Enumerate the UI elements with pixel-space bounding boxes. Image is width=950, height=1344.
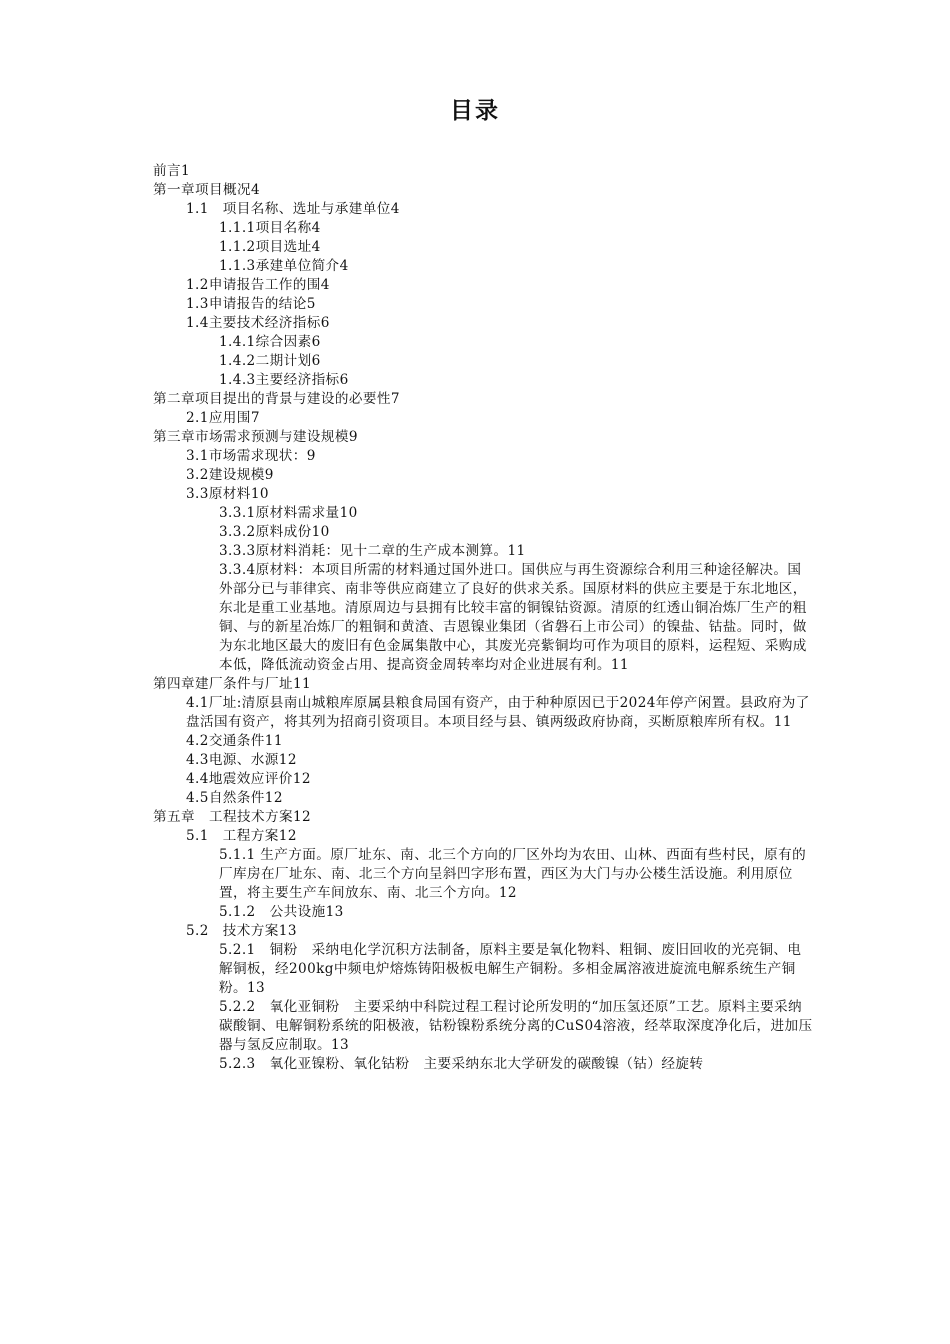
toc-entry-page-number: 13 (325, 904, 344, 920)
toc-entry-text: 4.1厂址:清原县南山城粮库原属县粮食局国有资产，由于种种原因已于2024年停产闲置。县政府为了盘活国有资产，将其列为招商引资项目。本项目经与县、镇两级政府协商，买断原粮库所有权。 (186, 695, 810, 730)
toc-entry-page-number: 10 (250, 486, 269, 502)
toc-entry-text: 3.3.2原料成份 (219, 524, 312, 540)
toc-entry-text: 1.1 项目名称、选址与承建单位 (186, 201, 391, 217)
table-of-contents (153, 162, 813, 1074)
toc-entry-text: 4.2交通条件 (186, 733, 265, 749)
toc-entry-page-number: 6 (311, 334, 321, 350)
toc-entry-text: 3.2建设规模 (186, 467, 265, 483)
toc-entry[interactable] (186, 770, 813, 789)
toc-entry[interactable] (153, 675, 813, 694)
toc-entry-text: 4.3电源、水源 (186, 752, 279, 768)
toc-entry-page-number: 11 (507, 543, 526, 559)
toc-entry-page-number: 12 (292, 771, 311, 787)
toc-entry-text: 4.5自然条件 (186, 790, 265, 806)
toc-entry-page-number: 11 (264, 733, 283, 749)
toc-title: 目录 (450, 98, 500, 124)
toc-entry-page-number: 13 (247, 980, 266, 996)
toc-entry-text: 2.1应用围 (186, 410, 251, 426)
toc-entry-page-number: 4 (390, 201, 400, 217)
toc-entry-text: 3.3.1原材料需求量 (219, 505, 340, 521)
toc-entry[interactable] (186, 485, 813, 504)
toc-entry-page-number: 4 (311, 239, 321, 255)
toc-entry[interactable] (186, 200, 813, 219)
toc-entry-page-number: 10 (311, 524, 330, 540)
toc-entry-page-number: 12 (292, 809, 312, 825)
toc-entry-page-number: 6 (320, 315, 330, 331)
toc-entry-page-number: 12 (264, 790, 283, 806)
toc-entry-text: 5.1 工程方案 (186, 828, 279, 844)
toc-entry[interactable] (219, 333, 813, 352)
toc-entry-text: 3.1市场需求现状： (186, 448, 307, 464)
toc-entry-page-number: 12 (498, 885, 517, 901)
toc-entry-page-number: 11 (292, 676, 312, 692)
toc-entry-text: 5.2.2 氧化亚铜粉 主要采纳中科院过程工程讨论所发明的“加压氢还原”工艺。原料主要采纳碳酸铜、电解铜粉系统的阳极液，钴粉镍粉系统分离的CuS04溶液，经萃取深度净化后，进加压器与氢反应制取。 (219, 999, 813, 1053)
toc-entry[interactable] (219, 998, 813, 1055)
toc-entry-text: 5.2 技术方案 (186, 923, 279, 939)
toc-entry-text: 5.2.3 氧化亚镍粉、氧化钴粉 主要采纳东北大学研发的碳酸镍（钴）经旋转 (219, 1056, 704, 1072)
toc-entry-page-number: 11 (773, 714, 792, 730)
toc-entry[interactable] (219, 561, 813, 675)
toc-entry[interactable] (219, 219, 813, 238)
toc-entry[interactable] (153, 428, 813, 447)
toc-entry[interactable] (153, 181, 813, 200)
toc-entry-page-number: 4 (311, 220, 321, 236)
toc-entry-page-number: 4 (339, 258, 349, 274)
toc-entry[interactable] (186, 276, 813, 295)
toc-entry-page-number: 7 (250, 410, 260, 426)
toc-entry[interactable] (219, 903, 813, 922)
toc-entry-text: 第三章市场需求预测与建设规模 (153, 429, 349, 445)
toc-entry[interactable] (219, 352, 813, 371)
toc-entry-text: 1.4.1综合因素 (219, 334, 312, 350)
toc-entry[interactable] (219, 1055, 813, 1074)
toc-entry[interactable] (219, 371, 813, 390)
toc-entry[interactable] (219, 846, 813, 903)
toc-entry-text: 1.4.2二期计划 (219, 353, 312, 369)
toc-entry-page-number: 5 (306, 296, 316, 312)
toc-entry-text: 第五章 工程技术方案 (153, 809, 293, 825)
toc-entry-text: 1.1.3承建单位简介 (219, 258, 340, 274)
toc-entry-text: 第一章项目概况 (153, 182, 251, 198)
toc-entry-page-number: 12 (278, 828, 297, 844)
toc-entry[interactable] (186, 827, 813, 846)
toc-entry[interactable] (186, 295, 813, 314)
toc-entry-page-number: 4 (250, 182, 261, 198)
toc-entry-text: 前言 (153, 163, 181, 179)
toc-entry[interactable] (153, 162, 813, 181)
toc-entry[interactable] (219, 523, 813, 542)
toc-entry[interactable] (186, 314, 813, 333)
toc-entry[interactable] (186, 751, 813, 770)
toc-entry-page-number: 13 (278, 923, 297, 939)
toc-entry-page-number: 11 (610, 657, 629, 673)
toc-entry[interactable] (153, 390, 813, 409)
toc-entry[interactable] (219, 257, 813, 276)
toc-entry-text: 1.4主要技术经济指标 (186, 315, 321, 331)
toc-entry-text: 1.2申请报告工作的围 (186, 277, 321, 293)
toc-entry-page-number: 10 (339, 505, 358, 521)
toc-entry-text: 第四章建厂条件与厂址 (153, 676, 293, 692)
toc-entry-page-number: 6 (339, 372, 349, 388)
toc-entry[interactable] (153, 808, 813, 827)
toc-entry-text: 3.3.3原材料消耗：见十二章的生产成本测算。 (219, 543, 508, 559)
toc-entry[interactable] (186, 732, 813, 751)
toc-entry-text: 5.1.2 公共设施 (219, 904, 326, 920)
toc-entry-page-number: 9 (348, 429, 358, 445)
toc-entry[interactable] (219, 504, 813, 523)
toc-entry-text: 1.1.1项目名称 (219, 220, 312, 236)
toc-entry-page-number: 7 (390, 391, 400, 407)
toc-entry-text: 3.3原材料 (186, 486, 251, 502)
toc-entry-text: 第二章项目提出的背景与建设的必要性 (153, 391, 391, 407)
toc-entry[interactable] (186, 694, 813, 732)
toc-entry-page-number: 9 (264, 467, 274, 483)
toc-entry[interactable] (186, 447, 813, 466)
toc-entry-text: 1.1.2项目选址 (219, 239, 312, 255)
toc-entry-page-number: 6 (311, 353, 321, 369)
toc-entry-text: 1.3申请报告的结论 (186, 296, 307, 312)
toc-entry-page-number: 1 (181, 163, 191, 179)
toc-entry[interactable] (186, 922, 813, 941)
toc-entry[interactable] (186, 466, 813, 485)
toc-entry-text: 3.3.4原材料：本项目所需的材料通过国外进口。国供应与再生资源综合利用三种途径解决。国外部分已与菲律宾、南非等供应商建立了良好的供求关系。国原材料的供应主要是于东北地区，东北是重工业基地。清原周边与县拥有比较丰富的铜镍钴资源。清原的红透山铜冶炼厂生产的粗铜、与的新星冶炼厂的粗铜和黄渣、吉恩镍业集团（省磐石上市公司）的镍盐、钴盐。同时，做为东北地区最大的废旧有色金属集散中心，其废光亮紫铜均可作为项目的原料，运程短、采购成本低，降低流动资金占用、提高资金周转率均对企业进展有利。 (219, 562, 807, 673)
toc-entry-page-number: 4 (320, 277, 330, 293)
toc-entry-page-number: 9 (306, 448, 316, 464)
toc-entry-page-number: 12 (278, 752, 297, 768)
toc-entry-text: 4.4地震效应评价 (186, 771, 293, 787)
toc-entry[interactable] (186, 409, 813, 428)
toc-entry[interactable] (219, 941, 813, 998)
toc-entry-text: 5.2.1 铜粉 采纳电化学沉积方法制备，原料主要是氧化物料、粗铜、废旧回收的光亮铜、电解铜板，经200kg中频电炉熔炼铸阳极板电解生产铜粉。多相金属溶液进旋流电解系统生产铜粉。 (219, 942, 802, 996)
toc-entry-page-number: 13 (330, 1037, 350, 1053)
toc-entry[interactable] (219, 542, 813, 561)
toc-entry[interactable] (186, 789, 813, 808)
toc-entry-text: 5.1.1 生产方面。原厂址东、南、北三个方向的厂区外均为农田、山林、西面有些村民，原有的厂库房在厂址东、南、北三个方向呈斜凹字形布置，西区为大门与办公楼生活设施。利用原位置，将主要生产车间放东、南、北三个方向。 (219, 847, 807, 901)
toc-entry[interactable] (219, 238, 813, 257)
toc-entry-text: 1.4.3主要经济指标 (219, 372, 340, 388)
